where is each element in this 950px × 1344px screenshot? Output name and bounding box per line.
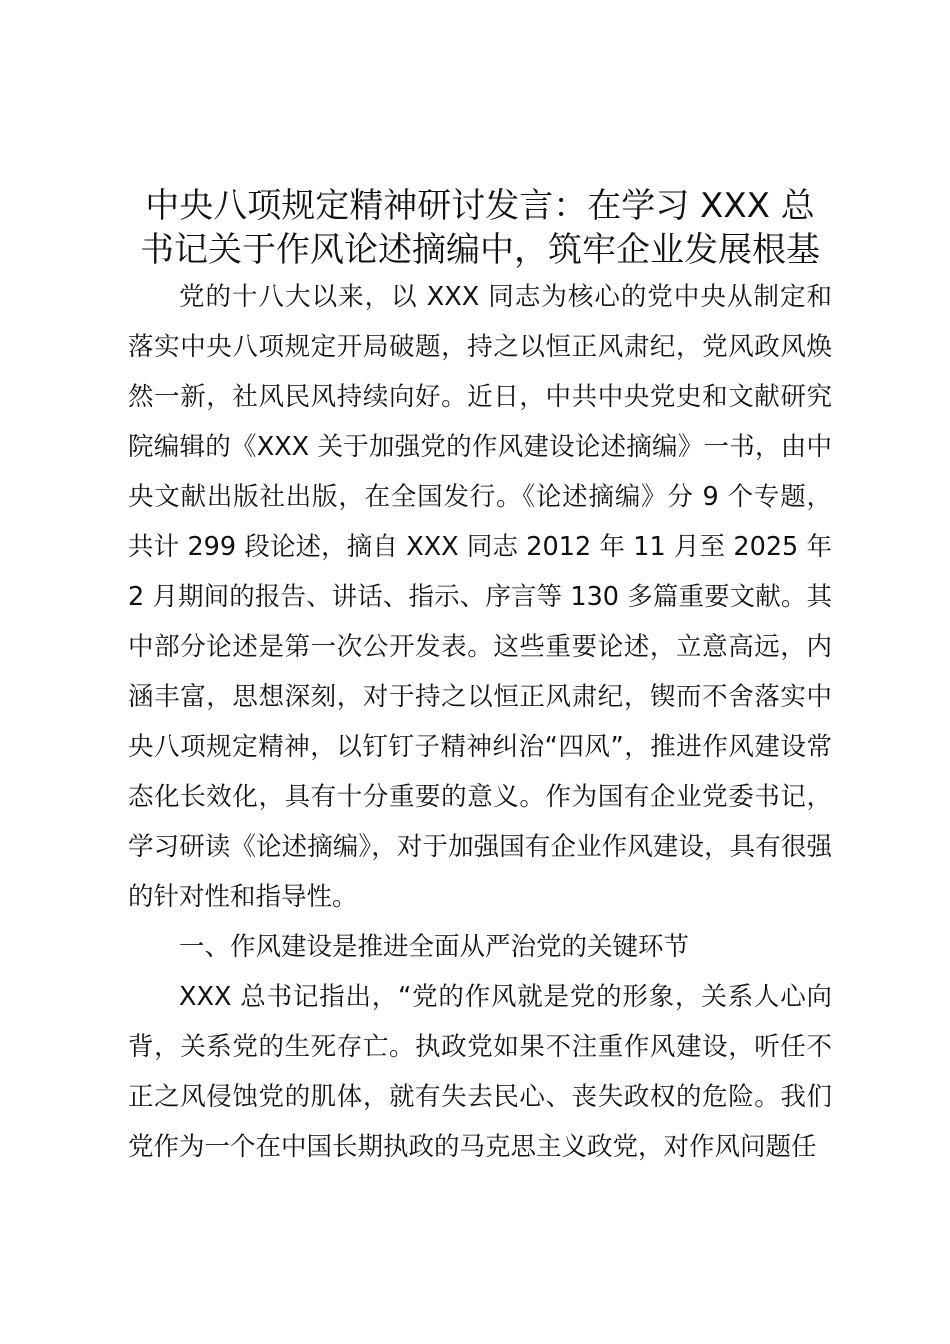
intro-paragraph: 党的十八大以来，以 XXX 同志为核心的党中央从制定和落实中央八项规定开局破题，持之以恒正风肃纪，党风政风焕然一新，社风民风持续向好。近日，中共中央党史和文献研究院编辑的《XXX 关于加强党的作风建设论述摘编》一书，由中央文献出版社出版，在全国发行。《论述摘编》分 9 个专题，共计 299 段论述，摘自 XXX 同志 2012 年 11 月至 2025 年 2 月期间的报告、讲话、指示、序言等 130 多篇重要文献。其中部分论述是第一次公开发表。这些重要论述，立意高远，内涵丰富，思想深刻，对于持之以恒正风肃纪，锲而不舍落实中央八项规定精神，以钉钉子精神纠治“四风”，推进作风建设常态化长效化，具有十分重要的意义。作为国有企业党委书记，学习研读《论述摘编》，对于加强国有企业作风建设，具有很强的针对性和指导性。 bbox=[128, 282, 832, 912]
title-line-2: 书记关于作风论述摘编中，筑牢企业发展根基 bbox=[140, 230, 820, 270]
document-body bbox=[128, 184, 832, 1172]
document-title bbox=[128, 184, 832, 272]
section-1-paragraph: XXX 总书记指出，“党的作风就是党的形象，关系人心向背，关系党的生死存亡。执政党如果不注重作风建设，听任不正之风侵蚀党的肌体，就有失去民心、丧失政权的危险。我们党作为一个在中国长期执政的马克思主义政党，对作风问题任 bbox=[128, 982, 832, 1162]
title-line-1: 中央八项规定精神研讨发言：在学习 XXX 总 bbox=[145, 186, 815, 226]
section-heading-1: 一、作风建设是推进全面从严治党的关键环节 bbox=[179, 932, 690, 962]
